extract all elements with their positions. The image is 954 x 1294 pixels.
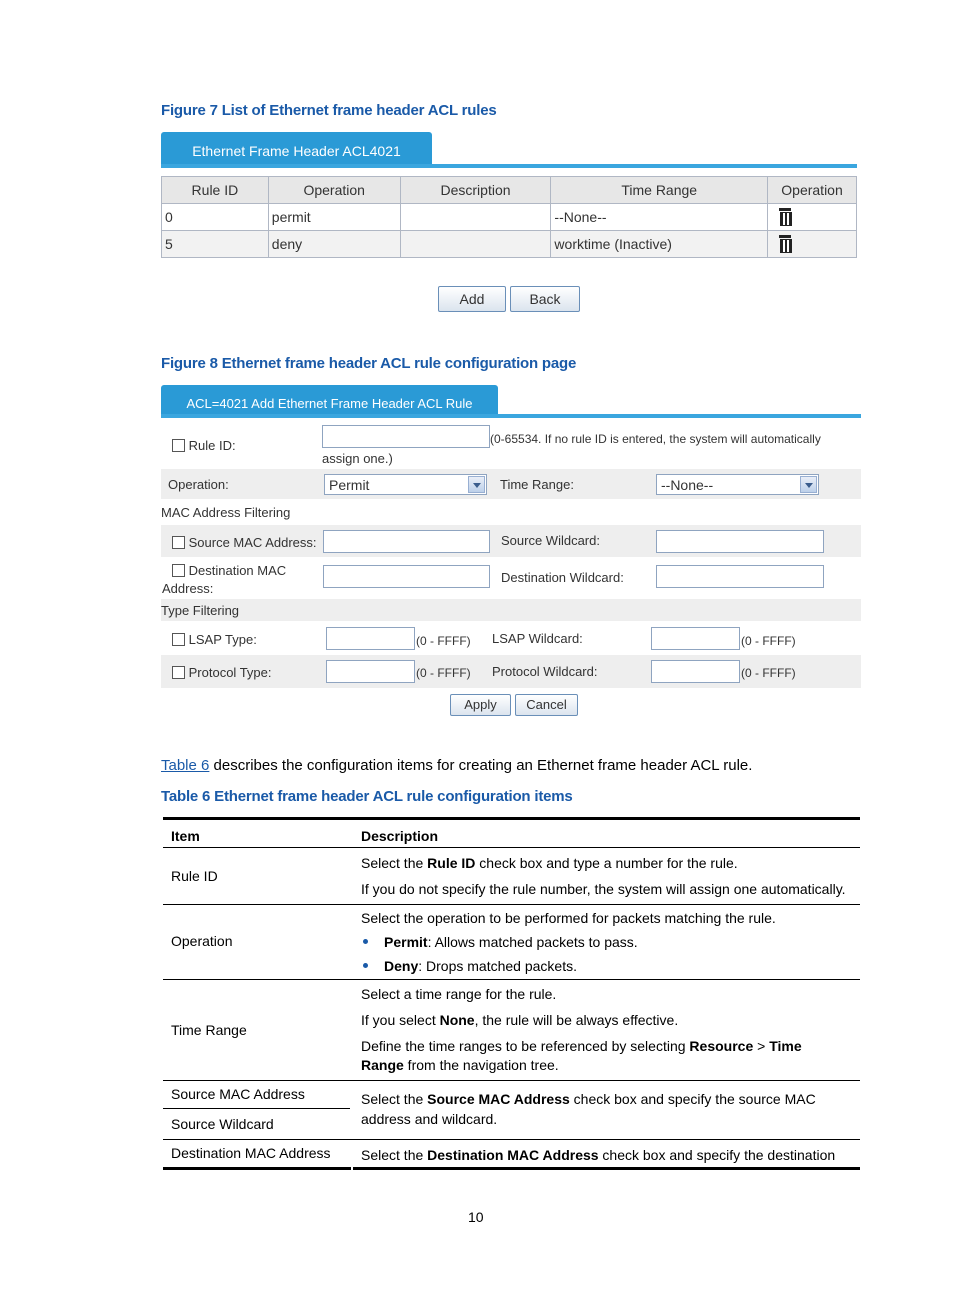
desc-time-range-line4: Range from the navigation tree. [361, 1057, 559, 1073]
row-rule [163, 1139, 860, 1140]
acl-rules-table [161, 176, 857, 258]
item-operation: Operation [171, 933, 233, 949]
operation-select[interactable] [324, 474, 487, 495]
time-range-select[interactable] [656, 474, 819, 495]
desc-operation-line1: Select the operation to be performed for packets matching the rule. [361, 910, 776, 926]
time-range-select-value: --None-- [661, 477, 714, 493]
desc-time-range-line2: If you select None, the rule will be always effective. [361, 1012, 679, 1028]
tab-acl-list[interactable]: Ethernet Frame Header ACL4021 [161, 132, 432, 164]
bullet-icon [363, 963, 368, 968]
cell-rule-id: 0 [162, 204, 269, 231]
desc-source-line2: address and wildcard. [361, 1111, 498, 1127]
table-row [162, 204, 857, 231]
table-bottom-rule-left [163, 1167, 351, 1170]
rule-id-checkbox-group [172, 438, 236, 453]
table-6-link[interactable]: Table 6 [161, 757, 210, 774]
chevron-down-icon [800, 476, 817, 493]
header-rule [163, 847, 860, 848]
cell-time-range: --None-- [551, 204, 768, 231]
protocol-wildcard-input[interactable] [651, 660, 740, 683]
desc-destination-line1: Select the Destination MAC Address check box and specify the destination [361, 1147, 836, 1163]
cell-description [400, 204, 551, 231]
table-bottom-rule-right [353, 1167, 860, 1170]
time-range-label: Time Range: [500, 477, 574, 492]
lsap-type-checkbox-group [172, 632, 257, 647]
row-rule [163, 979, 860, 980]
lsap-type-range-hint: (0 - FFFF) [416, 634, 471, 648]
lsap-wildcard-label: LSAP Wildcard: [492, 631, 583, 646]
source-mac-checkbox[interactable] [172, 536, 185, 549]
rule-id-checkbox[interactable] [172, 439, 185, 452]
cancel-button[interactable]: Cancel [515, 694, 578, 716]
item-rule-id: Rule ID [171, 868, 218, 884]
cell-operation: permit [268, 204, 400, 231]
item-source-mac: Source MAC Address [171, 1086, 305, 1102]
item-destination-mac: Destination MAC Address [171, 1145, 331, 1161]
desc-rule-id-line1: Select the Rule ID check box and type a number for the rule. [361, 855, 738, 871]
rule-id-input[interactable] [322, 425, 490, 448]
tab-underline [161, 164, 857, 168]
tab-add-rule[interactable]: ACL=4021 Add Ethernet Frame Header ACL Rule [161, 385, 498, 415]
operation-select-value: Permit [329, 477, 370, 493]
column-header-operation: Operation [268, 177, 400, 204]
intro-paragraph [161, 757, 752, 774]
lsap-type-input[interactable] [326, 627, 415, 650]
destination-wildcard-label: Destination Wildcard: [501, 570, 624, 585]
destination-mac-checkbox[interactable] [172, 564, 185, 577]
column-header-rule-id: Rule ID [162, 177, 269, 204]
rule-id-label: Rule ID: [188, 438, 236, 453]
chevron-down-icon [468, 476, 485, 493]
protocol-type-input[interactable] [326, 660, 415, 683]
mac-filtering-heading: MAC Address Filtering [161, 505, 291, 520]
desc-time-range-line3: Define the time ranges to be referenced by selecting Resource > Time [361, 1038, 802, 1054]
desc-operation-bullet-permit: Permit: Allows matched packets to pass. [363, 933, 638, 952]
destination-mac-label-continued: Address: [162, 581, 214, 596]
figure-8-caption: Figure 8 Ethernet frame header ACL rule configuration page [161, 355, 577, 372]
protocol-type-checkbox[interactable] [172, 666, 185, 679]
item-time-range: Time Range [171, 1022, 247, 1038]
header-description: Description [361, 828, 439, 844]
source-wildcard-input[interactable] [656, 530, 824, 553]
protocol-wildcard-label: Protocol Wildcard: [492, 664, 598, 679]
cell-description [400, 231, 551, 258]
lsap-wildcard-range-hint: (0 - FFFF) [741, 634, 796, 648]
row-rule [163, 904, 860, 905]
protocol-type-range-hint: (0 - FFFF) [416, 666, 471, 680]
intro-text: describes the configuration items for creating an Ethernet frame header ACL rule. [209, 757, 753, 774]
cell-operation: deny [268, 231, 400, 258]
row-rule [163, 1080, 860, 1081]
destination-mac-checkbox-group [172, 563, 286, 578]
cell-time-range: worktime (Inactive) [551, 231, 768, 258]
desc-time-range-line1: Select a time range for the rule. [361, 986, 557, 1002]
cell-action [768, 204, 857, 231]
protocol-wildcard-range-hint: (0 - FFFF) [741, 666, 796, 680]
protocol-type-checkbox-group [172, 665, 272, 680]
desc-rule-id-line2: If you do not specify the rule number, the system will assign one automatically. [361, 881, 846, 897]
column-header-action: Operation [768, 177, 857, 204]
rule-id-hint-continued: assign one.) [322, 451, 393, 466]
column-header-time-range: Time Range [551, 177, 768, 204]
lsap-wildcard-input[interactable] [651, 627, 740, 650]
source-mac-checkbox-group [172, 535, 317, 550]
desc-source-line1: Select the Source MAC Address check box and specify the source MAC [361, 1091, 816, 1107]
page-number: 10 [468, 1209, 484, 1225]
type-filtering-row-bg [161, 599, 861, 621]
source-wildcard-label: Source Wildcard: [501, 533, 600, 548]
table-6-caption: Table 6 Ethernet frame header ACL rule configuration items [161, 788, 573, 805]
add-button[interactable]: Add [438, 286, 506, 312]
bullet-icon [363, 939, 368, 944]
trash-icon[interactable] [779, 235, 791, 251]
lsap-type-checkbox[interactable] [172, 633, 185, 646]
trash-icon[interactable] [779, 208, 791, 224]
type-filtering-heading: Type Filtering [161, 603, 240, 618]
table-top-rule [163, 817, 860, 820]
source-mac-label: Source MAC Address: [188, 535, 317, 550]
tab-underline [161, 414, 861, 418]
table-row [162, 231, 857, 258]
lsap-type-label: LSAP Type: [188, 632, 257, 647]
figure-7-caption: Figure 7 List of Ethernet frame header ACL rules [161, 102, 497, 119]
header-item: Item [171, 828, 200, 844]
back-button[interactable]: Back [510, 286, 580, 312]
rule-id-hint: (0-65534. If no rule ID is entered, the system will automatically [490, 432, 821, 446]
source-mac-input[interactable] [323, 530, 490, 553]
destination-mac-input[interactable] [323, 565, 490, 588]
destination-mac-label: Destination MAC [188, 563, 287, 578]
destination-wildcard-input[interactable] [656, 565, 824, 588]
sub-row-rule [163, 1108, 350, 1109]
item-source-wildcard: Source Wildcard [171, 1116, 274, 1132]
cell-rule-id: 5 [162, 231, 269, 258]
operation-label: Operation: [168, 477, 229, 492]
cell-action [768, 231, 857, 258]
column-header-description: Description [400, 177, 551, 204]
protocol-type-label: Protocol Type: [188, 665, 272, 680]
desc-operation-bullet-deny: Deny: Drops matched packets. [363, 957, 577, 976]
apply-button[interactable]: Apply [450, 694, 511, 716]
